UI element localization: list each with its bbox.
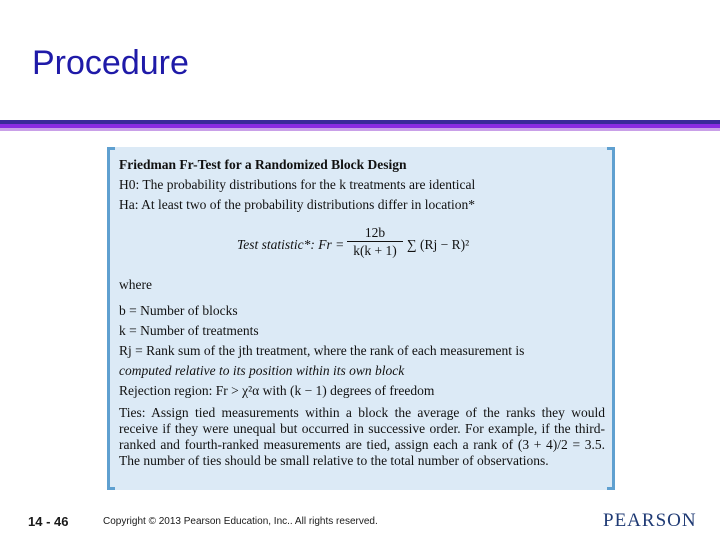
box-left-bracket (107, 147, 115, 490)
formula-numerator: 12b (347, 225, 403, 242)
null-hypothesis: H0: The probability distributions for the k treatments are identical (119, 177, 476, 192)
definition-rj-continued: computed relative to its position within its own block (119, 363, 405, 378)
box-content (119, 155, 605, 469)
divider-stripe-light (0, 128, 720, 131)
definition-rj: Rj = Rank sum of the jth treatment, where the rank of each measurement is (119, 343, 525, 358)
box-heading: Friedman Fr-Test for a Randomized Block Design (119, 157, 407, 172)
title-divider (0, 120, 720, 134)
copyright-notice: Copyright © 2013 Pearson Education, Inc.. All rights reserved. (103, 516, 378, 527)
box-right-bracket (607, 147, 615, 490)
friedman-test-box (107, 147, 615, 490)
rejection-region: Rejection region: Fr > χ²α with (k − 1) degrees of freedom (119, 383, 435, 398)
test-statistic-formula (237, 225, 605, 265)
slide-title: Procedure (32, 44, 189, 82)
formula-fraction (347, 225, 403, 260)
formula-label: Test statistic*: Fr = (237, 237, 345, 252)
definition-b: b = Number of blocks (119, 303, 238, 318)
alternative-hypothesis: Ha: At least two of the probability distributions differ in location* (119, 197, 475, 212)
where-label: where (119, 277, 152, 292)
formula-summation: ∑ (Rj − R)² (407, 237, 470, 252)
ties-note: Ties: Assign tied measurements within a block the average of the ranks they would receive if they were unequal but occurred in successive order. For example, if the third-ranked and fourth-ranked measurements are tied, assign each a rank of (3 + 4)/2 = 3.5. The number of ties should be small relative to the total number of observations. (119, 405, 605, 468)
formula-denominator: k(k + 1) (353, 243, 397, 258)
pearson-logo: PEARSON (603, 510, 697, 531)
definition-k: k = Number of treatments (119, 323, 259, 338)
page-number: 14 - 46 (28, 514, 69, 529)
